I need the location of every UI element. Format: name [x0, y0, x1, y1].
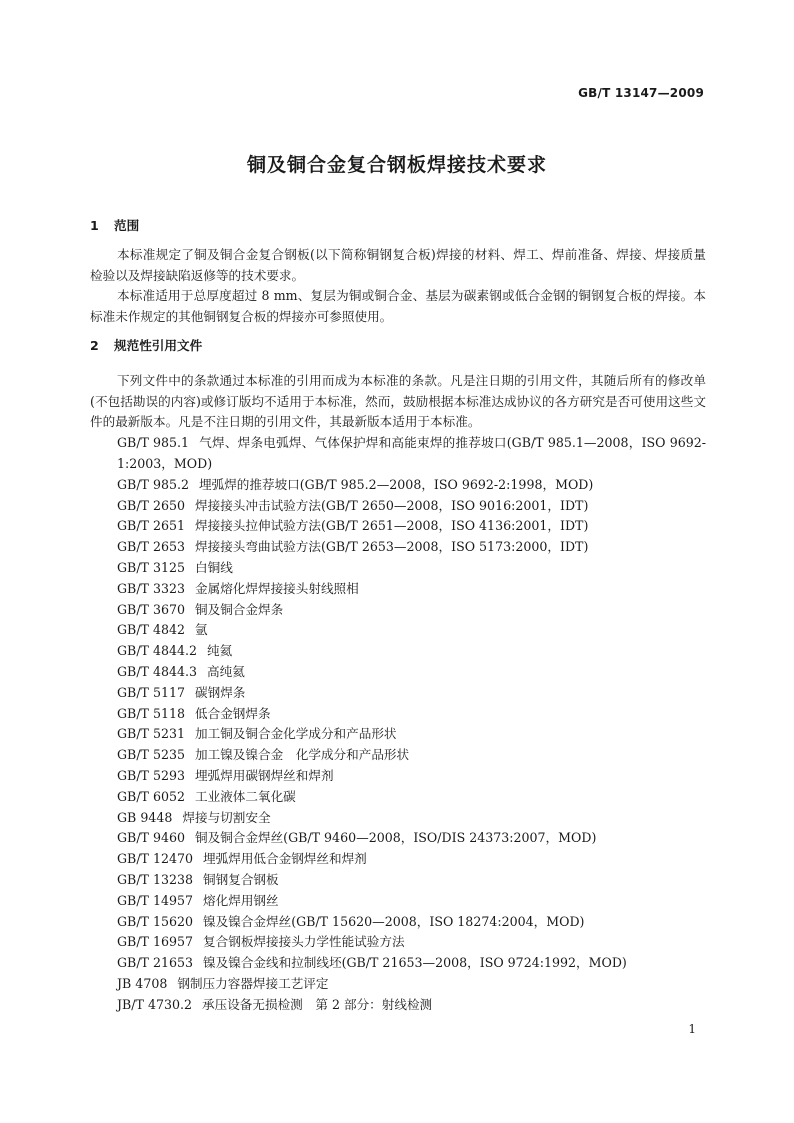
section-1-number: 1	[90, 218, 99, 233]
reference-title: 焊接接头冲击试验方法(GB/T 2650—2008，ISO 9016:2001，IDT)	[195, 497, 589, 513]
reference-code: GB/T 5293	[117, 767, 186, 783]
reference-item	[90, 995, 706, 1016]
reference-code: GB/T 15620	[117, 913, 194, 929]
reference-item	[90, 683, 706, 704]
reference-title: 铜及铜合金焊丝(GB/T 9460—2008，ISO/DIS 24373:2007，MOD)	[195, 830, 597, 846]
reference-code: GB/T 21653	[117, 955, 194, 971]
section-2-intro: 下列文件中的条款通过本标准的引用而成为本标准的条款。凡是注日期的引用文件，其随后所有的修改单(不包括勘误的内容)或修订版均不适用于本标准，然而，鼓励根据本标准达成协议的各方研究是否可使用这些文件的最新版本。凡是不注日期的引用文件，其最新版本适用于本标准。	[90, 372, 706, 430]
reference-item	[90, 828, 706, 849]
reference-item	[90, 953, 706, 974]
section-1-title: 范围	[114, 218, 140, 233]
reference-item	[90, 932, 706, 953]
reference-code: GB/T 3670	[117, 601, 186, 617]
reference-code: GB/T 4842	[117, 622, 186, 638]
reference-title: 承压设备无损检测 第 2 部分：射线检测	[202, 996, 433, 1012]
reference-title: 气焊、焊条电弧焊、气体保护焊和高能束焊的推荐坡口(GB/T 985.1—2008，ISO 9692-1:2003，MOD)	[117, 435, 706, 471]
reference-title: 焊接接头弯曲试验方法(GB/T 2653—2008，ISO 5173:2000，IDT)	[195, 539, 589, 555]
page-number: 1	[688, 1022, 696, 1036]
reference-code: GB/T 2651	[117, 518, 186, 534]
reference-code: GB/T 3323	[117, 580, 186, 596]
reference-title: 加工铜及铜合金化学成分和产品形状	[195, 726, 397, 742]
reference-code: GB 9448	[117, 809, 173, 825]
reference-title: 氩	[195, 622, 208, 638]
section-1-heading	[90, 216, 706, 237]
section-2-heading	[90, 336, 706, 357]
reference-code: GB/T 13238	[117, 871, 194, 887]
reference-title: 碳钢焊条	[195, 684, 246, 700]
reference-title: 复合钢板焊接接头力学性能试验方法	[203, 934, 405, 950]
reference-title: 金属熔化焊焊接接头射线照相	[195, 580, 359, 596]
reference-title: 铜钢复合钢板	[203, 871, 279, 887]
reference-code: GB/T 6052	[117, 788, 186, 804]
reference-code: GB/T 12470	[117, 851, 194, 867]
reference-code: GB/T 3125	[117, 559, 186, 575]
page-title: 铜及铜合金复合钢板焊接技术要求	[246, 154, 547, 176]
reference-code: GB/T 2653	[117, 539, 186, 555]
reference-title: 埋弧焊的推荐坡口(GB/T 985.2—2008，ISO 9692-2:1998，MOD)	[199, 476, 594, 492]
reference-title: 高纯氦	[207, 663, 245, 679]
reference-title: 镍及镍合金焊丝(GB/T 15620—2008，ISO 18274:2004，MOD)	[203, 913, 585, 929]
reference-item	[90, 537, 706, 558]
reference-item	[90, 787, 706, 808]
reference-item	[90, 808, 706, 829]
document-body	[90, 216, 706, 1015]
reference-item	[90, 724, 706, 745]
reference-title: 白铜线	[195, 559, 233, 575]
reference-code: GB/T 5117	[117, 684, 186, 700]
reference-item	[90, 870, 706, 891]
reference-item	[90, 620, 706, 641]
reference-code: GB/T 4844.2	[117, 643, 198, 659]
reference-title: 埋弧焊用碳钢焊丝和焊剂	[195, 767, 334, 783]
reference-item	[90, 433, 706, 475]
section-2-number: 2	[90, 337, 99, 353]
reference-code: GB/T 985.1	[117, 435, 190, 451]
reference-code: GB/T 9460	[117, 830, 186, 846]
reference-title: 焊接接头拉伸试验方法(GB/T 2651—2008，ISO 4136:2001，IDT)	[195, 518, 589, 534]
reference-code: GB/T 4844.3	[117, 663, 198, 679]
reference-title: 镍及镍合金线和拉制线坯(GB/T 21653—2008，ISO 9724:1992，MOD)	[203, 955, 627, 971]
reference-code: GB/T 2650	[117, 497, 186, 513]
reference-item	[90, 912, 706, 933]
reference-title: 埋弧焊用低合金钢焊丝和焊剂	[203, 851, 367, 867]
reference-title: 熔化焊用钢丝	[203, 892, 279, 908]
reference-item	[90, 662, 706, 683]
reference-item	[90, 704, 706, 725]
reference-item	[90, 745, 706, 766]
reference-code: GB/T 14957	[117, 892, 194, 908]
reference-title: 铜及铜合金焊条	[195, 601, 284, 617]
reference-item	[90, 496, 706, 517]
reference-item	[90, 475, 706, 496]
reference-item	[90, 891, 706, 912]
reference-code: GB/T 5231	[117, 726, 186, 742]
reference-item	[90, 600, 706, 621]
reference-code: JB 4708	[117, 975, 168, 991]
reference-title: 工业液体二氧化碳	[195, 788, 296, 804]
reference-item	[90, 579, 706, 600]
reference-code: GB/T 985.2	[117, 476, 190, 492]
reference-item	[90, 974, 706, 995]
standard-number: GB/T 13147—2009	[578, 86, 704, 100]
reference-code: GB/T 5118	[117, 705, 186, 721]
section-1-paragraph: 本标准适用于总厚度超过 8 mm、复层为铜或铜合金、基层为碳素钢或低合金钢的铜钢复合板的焊接。本标准未作规定的其他铜钢复合板的焊接亦可参照使用。	[90, 288, 706, 325]
section-1-paragraph: 本标准规定了铜及铜合金复合钢板(以下简称铜钢复合板)焊接的材料、焊工、焊前准备、焊接、焊接质量检验以及焊接缺陷返修等的技术要求。	[90, 246, 706, 283]
reference-item	[90, 641, 706, 662]
reference-title: 低合金钢焊条	[195, 705, 271, 721]
reference-title: 加工镍及镍合金 化学成分和产品形状	[195, 747, 410, 763]
reference-code: JB/T 4730.2	[117, 996, 193, 1012]
reference-item	[90, 516, 706, 537]
reference-item	[90, 849, 706, 870]
reference-item	[90, 558, 706, 579]
reference-code: GB/T 5235	[117, 747, 186, 763]
reference-title: 焊接与切割安全	[182, 809, 271, 825]
reference-title: 钢制压力容器焊接工艺评定	[177, 975, 329, 991]
section-2-title: 规范性引用文件	[114, 337, 203, 353]
reference-item	[90, 766, 706, 787]
reference-title: 纯氦	[207, 643, 233, 659]
reference-code: GB/T 16957	[117, 934, 194, 950]
